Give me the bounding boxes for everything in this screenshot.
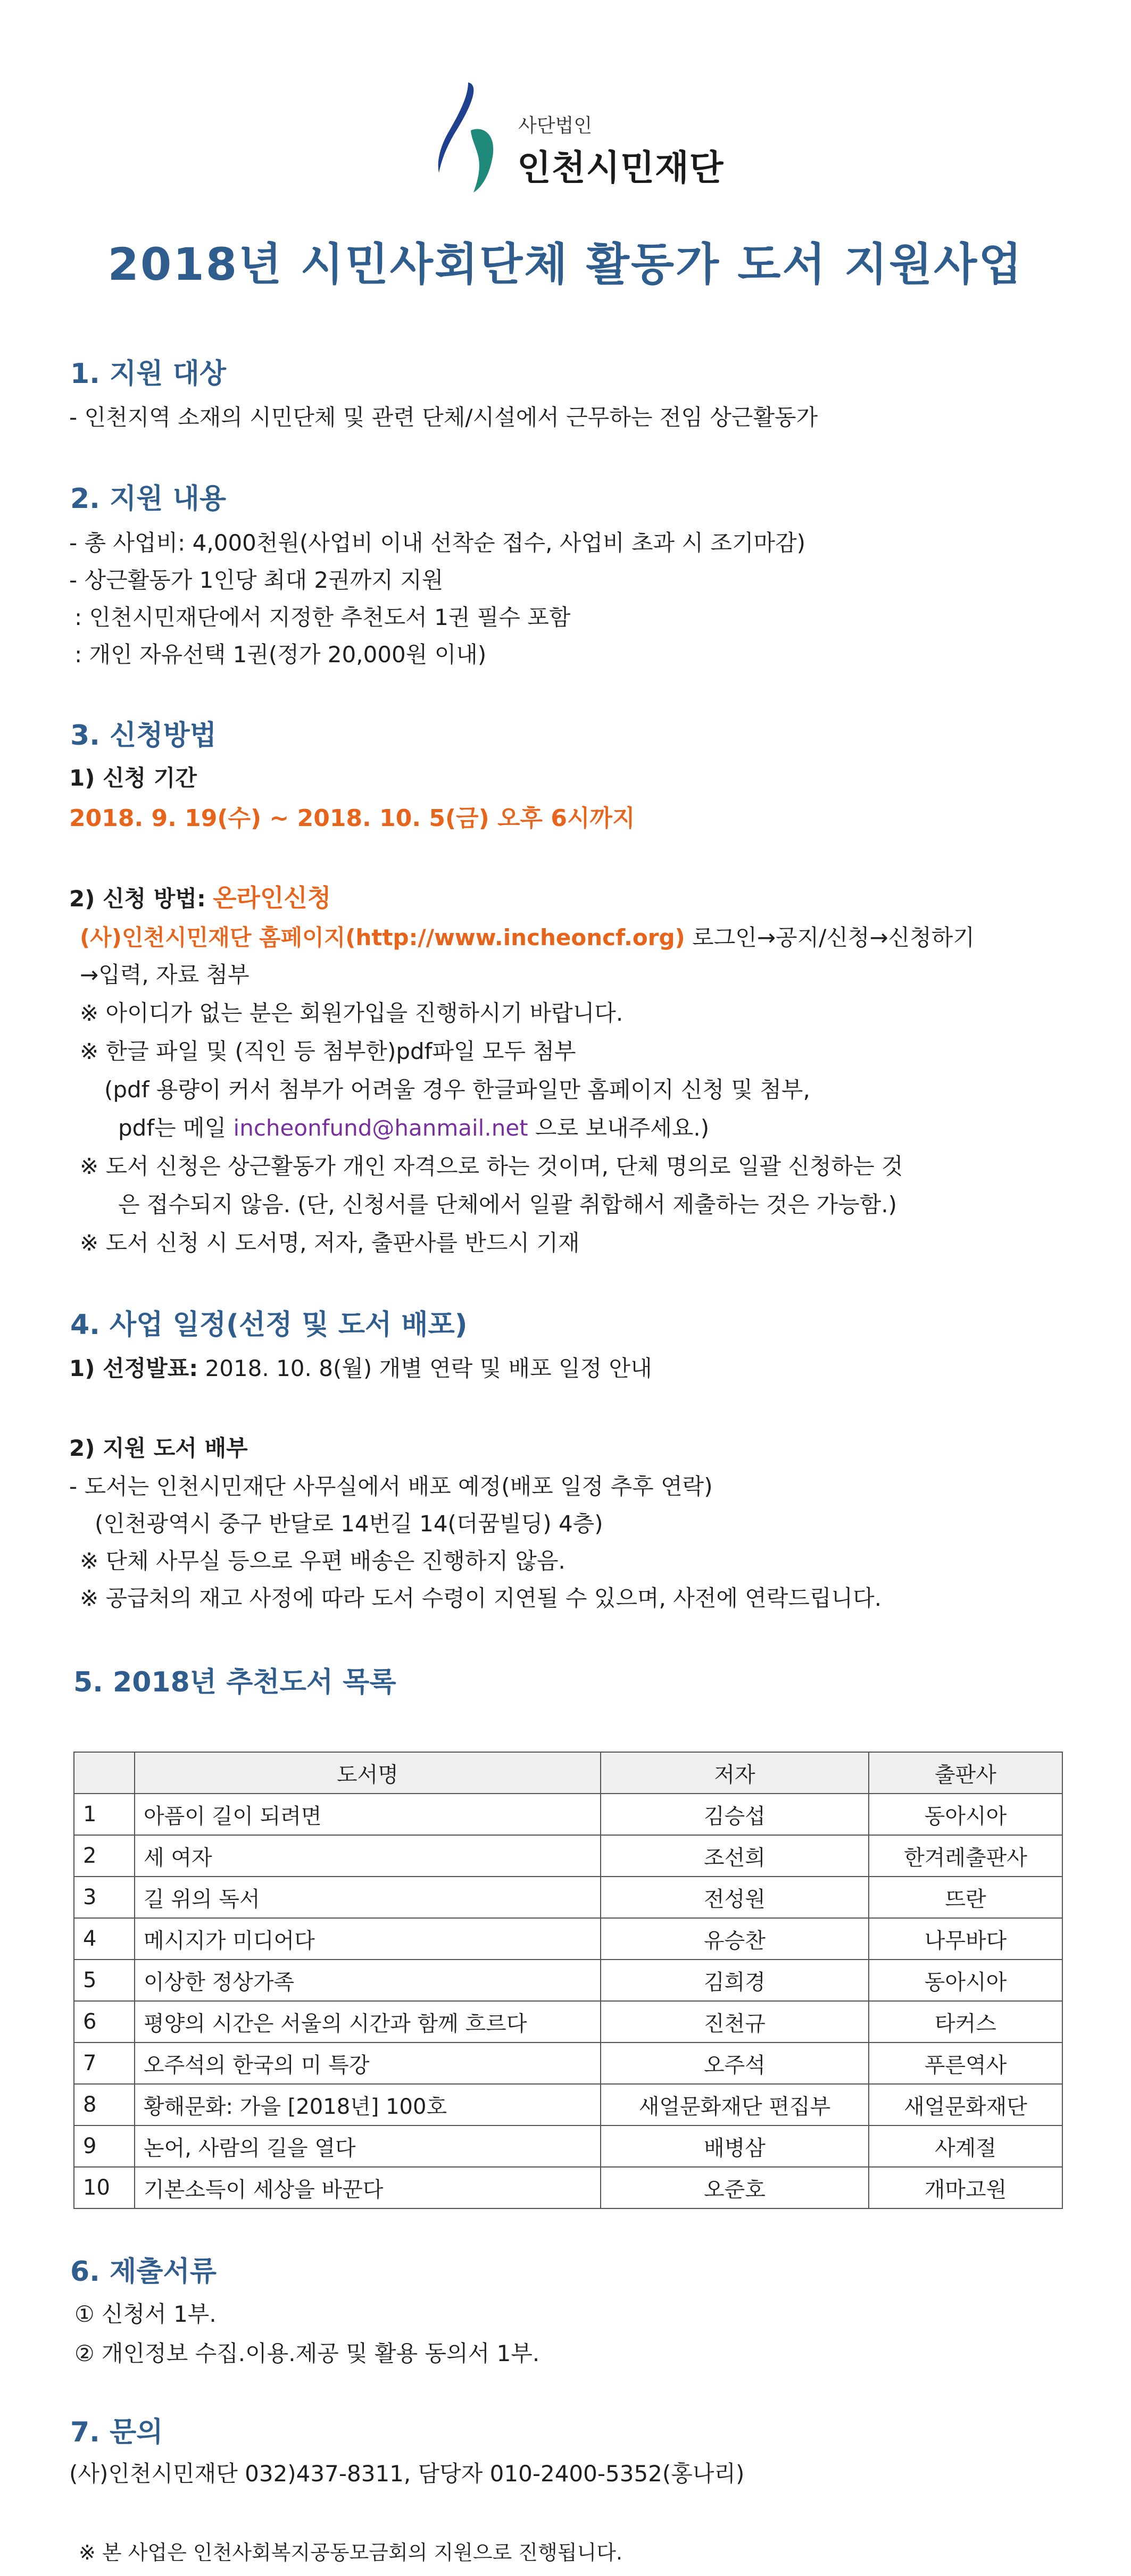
book-number: 10 — [74, 2167, 135, 2208]
book-author: 새얼문화재단 편집부 — [601, 2084, 869, 2125]
col-title: 도서명 — [135, 1752, 601, 1794]
application-period: 2018. 9. 19(수) ~ 2018. 10. 5(금) 오후 6시까지 — [69, 805, 635, 832]
book-publisher: 새얼문화재단 — [869, 2084, 1062, 2125]
section-4-heading: 4. 사업 일정(선정 및 도서 배포) — [70, 1309, 468, 1341]
section-1-line: - 인천지역 소재의 시민단체 및 관련 단체/시설에서 근무하는 전임 상근활동가 — [69, 404, 818, 430]
document-item: ② 개인정보 수집.이용.제공 및 활용 동의서 1부. — [74, 2340, 540, 2366]
book-number: 9 — [74, 2125, 135, 2167]
book-publisher: 한겨레출판사 — [869, 1835, 1062, 1877]
note-email-pre: pdf는 메일 — [118, 1115, 227, 1141]
application-method-value: 온라인신청 — [213, 883, 331, 912]
table-row — [74, 1918, 1062, 1960]
distribution-address: (인천광역시 중구 반달로 14번길 14(더꿈빌딩) 4층) — [95, 1511, 603, 1537]
homepage-line — [80, 920, 975, 952]
book-number: 8 — [74, 2084, 135, 2125]
book-author: 오준호 — [601, 2167, 869, 2208]
book-title: 이상한 정상가족 — [135, 1960, 601, 2001]
book-number: 5 — [74, 1960, 135, 2001]
book-title: 오주석의 한국의 미 특강 — [135, 2043, 601, 2084]
table-row — [74, 2084, 1062, 2125]
book-number: 6 — [74, 2001, 135, 2043]
book-number: 7 — [74, 2043, 135, 2084]
note-required-info: ※ 도서 신청 시 도서명, 저자, 출판사를 반드시 기재 — [80, 1230, 580, 1256]
application-method-label: 2) 신청 방법: — [69, 886, 206, 912]
distribution-note: ※ 공급처의 재고 사정에 따라 도서 수령이 지연될 수 있으며, 사전에 연락드립니다. — [80, 1585, 882, 1611]
book-author: 조선희 — [601, 1835, 869, 1877]
table-row — [74, 2043, 1062, 2084]
application-method — [69, 879, 331, 914]
section-2-heading: 2. 지원 내용 — [70, 483, 227, 515]
book-publisher: 동아시아 — [869, 1960, 1062, 2001]
book-title: 황해문화: 가을 [2018년] 100호 — [135, 2084, 601, 2125]
book-author: 진천규 — [601, 2001, 869, 2043]
contact-email-link[interactable]: incheonfund@hanmail.net — [233, 1115, 528, 1141]
table-row — [74, 1877, 1062, 1918]
section-6-heading: 6. 제출서류 — [70, 2256, 217, 2288]
book-author: 오주석 — [601, 2043, 869, 2084]
application-period-label: 1) 신청 기간 — [69, 765, 197, 791]
note-signup: ※ 아이디가 없는 분은 회원가입을 진행하시기 바랍니다. — [80, 1000, 623, 1026]
book-title: 세 여자 — [135, 1835, 601, 1877]
homepage-steps: 로그인→공지/신청→신청하기 — [692, 924, 975, 951]
homepage-link[interactable]: (사)인천시민재단 홈페이지(http://www.incheoncf.org) — [80, 924, 685, 951]
book-number: 2 — [74, 1835, 135, 1877]
section-1-heading: 1. 지원 대상 — [70, 358, 227, 390]
col-publisher: 출판사 — [869, 1752, 1062, 1794]
section-7-heading: 7. 문의 — [70, 2416, 163, 2448]
note-email-line — [118, 1111, 709, 1143]
section-3-heading: 3. 신청방법 — [70, 720, 217, 752]
book-publisher: 타커스 — [869, 2001, 1062, 2043]
section-2-line: : 인천시민재단에서 지정한 추천도서 1권 필수 포함 — [74, 604, 571, 630]
book-author: 전성원 — [601, 1877, 869, 1918]
logo-name: 인천시민재단 — [517, 147, 724, 188]
book-number: 1 — [74, 1794, 135, 1835]
book-publisher: 뜨란 — [869, 1877, 1062, 1918]
recommended-books-table — [73, 1752, 1063, 2209]
book-number: 3 — [74, 1877, 135, 1918]
book-number: 4 — [74, 1918, 135, 1960]
col-author: 저자 — [601, 1752, 869, 1794]
book-title: 논어, 사람의 길을 열다 — [135, 2125, 601, 2167]
note-individual: ※ 도서 신청은 상근활동가 개인 자격으로 하는 것이며, 단체 명의로 일괄 신청하는 것 — [80, 1153, 903, 1179]
note-pdf-size: (pdf 용량이 커서 첨부가 어려울 경우 한글파일만 홈페이지 신청 및 첨부, — [104, 1077, 810, 1103]
section-2-line: - 총 사업비: 4,000천원(사업비 이내 선착순 접수, 사업비 초과 시 조기마감) — [69, 530, 806, 556]
foundation-logo-mark — [431, 80, 511, 197]
note-email-post: 으로 보내주세요.) — [535, 1115, 710, 1141]
section-2-line: - 상근활동가 1인당 최대 2권까지 지원 — [69, 567, 444, 593]
book-author: 김희경 — [601, 1960, 869, 2001]
contact-line: (사)인천시민재단 032)437-8311, 담당자 010-2400-5352(홍나리) — [69, 2461, 745, 2487]
page-title: 2018년 시민사회단체 활동가 도서 지원사업 — [107, 238, 1024, 290]
book-publisher: 개마고원 — [869, 2167, 1062, 2208]
book-publisher: 푸른역사 — [869, 2043, 1062, 2084]
distribution-line: - 도서는 인천시민재단 사무실에서 배포 예정(배포 일정 추후 연락) — [69, 1473, 713, 1499]
document-item: ① 신청서 1부. — [74, 2301, 217, 2327]
book-publisher: 동아시아 — [869, 1794, 1062, 1835]
table-row — [74, 2167, 1062, 2208]
input-attach-line: →입력, 자료 첨부 — [80, 962, 250, 988]
note-individual-cont: 은 접수되지 않음. (단, 신청서를 단체에서 일괄 취합해서 제출하는 것은 가능함.) — [118, 1191, 897, 1218]
distribution-note: ※ 단체 사무실 등으로 우편 배송은 진행하지 않음. — [80, 1548, 566, 1574]
announce-line — [69, 1351, 652, 1383]
book-author: 배병삼 — [601, 2125, 869, 2167]
logo-subtitle: 사단법인 — [518, 115, 593, 137]
section-5-heading: 5. 2018년 추천도서 목록 — [73, 1666, 396, 1698]
table-row — [74, 1960, 1062, 2001]
book-title: 기본소득이 세상을 바꾼다 — [135, 2167, 601, 2208]
book-title: 평양의 시간은 서울의 시간과 함께 흐르다 — [135, 2001, 601, 2043]
book-publisher: 사계절 — [869, 2125, 1062, 2167]
distribution-label: 2) 지원 도서 배부 — [69, 1435, 248, 1461]
book-title: 길 위의 독서 — [135, 1877, 601, 1918]
col-no — [74, 1752, 135, 1794]
table-row — [74, 1835, 1062, 1877]
announce-value: 2018. 10. 8(월) 개별 연락 및 배포 일정 안내 — [205, 1355, 652, 1381]
table-row — [74, 2001, 1062, 2043]
table-header-row — [74, 1752, 1062, 1794]
table-row — [74, 1794, 1062, 1835]
book-publisher: 나무바다 — [869, 1918, 1062, 1960]
note-attachments: ※ 한글 파일 및 (직인 등 첨부한)pdf파일 모두 첨부 — [80, 1038, 576, 1064]
announce-label: 1) 선정발표: — [69, 1355, 198, 1381]
book-title: 아픔이 길이 되려면 — [135, 1794, 601, 1835]
book-title: 메시지가 미디어다 — [135, 1918, 601, 1960]
book-author: 김승섭 — [601, 1794, 869, 1835]
funding-note: ※ 본 사업은 인천사회복지공동모금회의 지원으로 진행됩니다. — [79, 2541, 623, 2564]
table-row — [74, 2125, 1062, 2167]
section-2-line: : 개인 자유선택 1권(정가 20,000원 이내) — [74, 641, 487, 668]
book-author: 유승찬 — [601, 1918, 869, 1960]
